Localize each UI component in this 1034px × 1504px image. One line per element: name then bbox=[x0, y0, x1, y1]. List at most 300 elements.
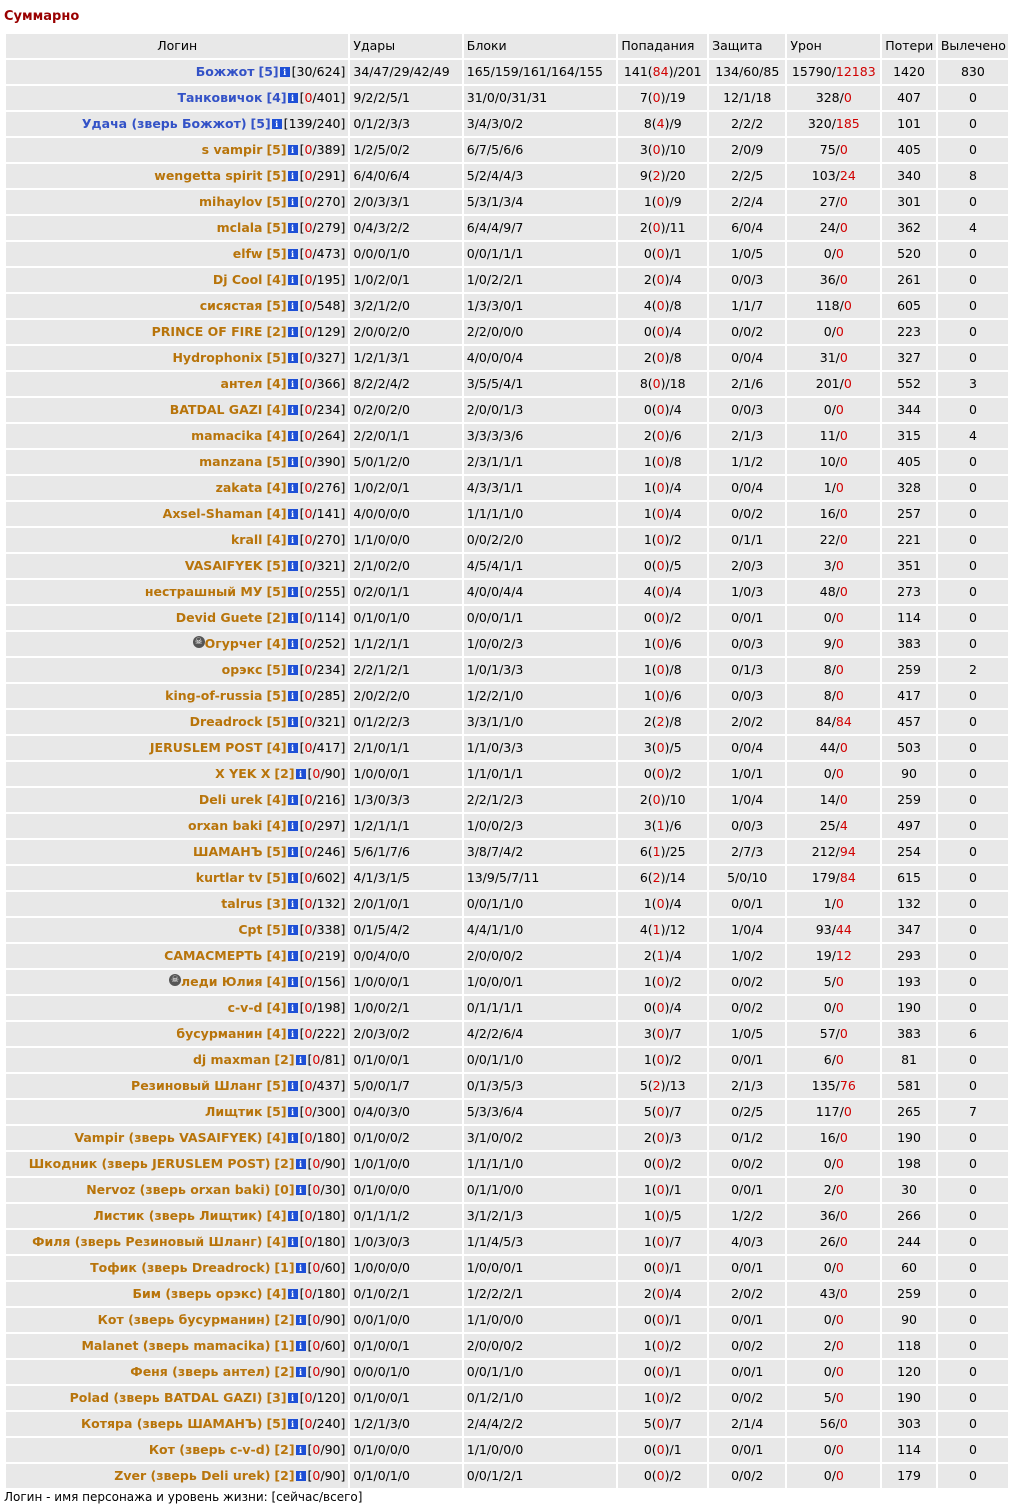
table-row bbox=[6, 450, 1008, 474]
player-level: [5] bbox=[266, 714, 287, 729]
player-name-link[interactable]: manzana bbox=[199, 454, 263, 469]
damage-crit: 0 bbox=[839, 1286, 848, 1301]
accuracy-hits: 1 bbox=[643, 532, 652, 547]
info-icon[interactable]: i bbox=[288, 249, 298, 259]
accuracy-cell: 2(0)/3 bbox=[618, 1126, 707, 1150]
accuracy-crits: 0 bbox=[656, 610, 665, 625]
hp-readout: [0/389] bbox=[299, 142, 346, 157]
info-icon[interactable]: i bbox=[288, 613, 298, 623]
blocks-cell: 3/5/5/4/1 bbox=[464, 372, 617, 396]
damage-cell: 27/0 bbox=[787, 190, 880, 214]
blocks-cell: 1/1/0/0/0 bbox=[464, 1308, 617, 1332]
hits-cell: 0/1/0/1/0 bbox=[350, 1464, 461, 1488]
info-icon[interactable]: i bbox=[288, 327, 298, 337]
damage-crit: 0 bbox=[835, 662, 844, 677]
player-level: [5] bbox=[266, 220, 287, 235]
info-icon[interactable]: i bbox=[296, 1315, 306, 1325]
info-icon[interactable]: i bbox=[288, 821, 298, 831]
info-icon[interactable]: i bbox=[288, 639, 298, 649]
player-name-link[interactable]: Vampir (зверь VASAIFYEK) bbox=[74, 1130, 263, 1145]
info-icon[interactable]: i bbox=[288, 1029, 298, 1039]
player-name-link[interactable]: PRINCE OF FIRE bbox=[151, 324, 263, 339]
damage-cell: 201/0 bbox=[787, 372, 880, 396]
hp-max: 389 bbox=[316, 142, 341, 157]
accuracy-total: 20 bbox=[669, 168, 686, 183]
accuracy-total: 4 bbox=[673, 272, 682, 287]
player-name-link[interactable]: Божжот bbox=[195, 64, 255, 79]
hp-current: 0 bbox=[304, 1130, 313, 1145]
player-name-link[interactable]: X YEK X bbox=[215, 766, 271, 781]
blocks-cell: 1/1/0/0/0 bbox=[464, 1438, 617, 1462]
accuracy-hits: 1 bbox=[643, 688, 652, 703]
damage-crit: 12183 bbox=[835, 64, 876, 79]
info-icon[interactable]: i bbox=[288, 301, 298, 311]
player-name-link[interactable]: Malanet (зверь mamacika) bbox=[81, 1338, 271, 1353]
table-row bbox=[6, 138, 1008, 162]
accuracy-hits: 0 bbox=[643, 324, 652, 339]
damage-total: 103 bbox=[811, 168, 836, 183]
damage-crit: 0 bbox=[839, 506, 848, 521]
hp-max: 417 bbox=[316, 740, 341, 755]
losses-cell: 190 bbox=[882, 1126, 936, 1150]
blocks-cell: 1/1/1/1/0 bbox=[464, 1152, 617, 1176]
accuracy-crits: 0 bbox=[656, 532, 665, 547]
table-row bbox=[6, 398, 1008, 422]
info-icon[interactable]: i bbox=[288, 275, 298, 285]
info-icon[interactable]: i bbox=[288, 951, 298, 961]
player-name-link[interactable]: Шкодник (зверь JERUSLEM POST) bbox=[28, 1156, 271, 1171]
accuracy-cell: 2(0)/10 bbox=[618, 788, 707, 812]
accuracy-hits: 2 bbox=[643, 272, 652, 287]
info-icon[interactable]: i bbox=[288, 405, 298, 415]
player-name-link[interactable]: САМАСМЕРТЬ bbox=[164, 948, 263, 963]
accuracy-hits: 7 bbox=[639, 90, 648, 105]
info-icon[interactable]: i bbox=[288, 977, 298, 987]
hp-readout: [0/180] bbox=[299, 1286, 346, 1301]
table-row bbox=[6, 580, 1008, 604]
player-name-link[interactable]: ШАМАНЪ bbox=[193, 844, 263, 859]
healed-cell: 0 bbox=[938, 1048, 1008, 1072]
info-icon[interactable]: i bbox=[288, 717, 298, 727]
losses-cell: 223 bbox=[882, 320, 936, 344]
hp-readout: [0/60] bbox=[307, 1260, 346, 1275]
player-name-link[interactable]: VASAIFYEK bbox=[184, 558, 263, 573]
player-name-link[interactable]: talrus bbox=[221, 896, 263, 911]
hp-readout: [0/195] bbox=[299, 272, 346, 287]
accuracy-total: 1 bbox=[673, 1442, 682, 1457]
player-level: [4] bbox=[266, 1234, 287, 1249]
info-icon[interactable]: i bbox=[288, 691, 298, 701]
info-icon[interactable]: i bbox=[288, 145, 298, 155]
player-name-link[interactable]: орэкс bbox=[221, 662, 263, 677]
hits-cell: 0/1/0/0/1 bbox=[350, 1386, 461, 1410]
accuracy-hits: 6 bbox=[639, 844, 648, 859]
hits-cell: 1/2/5/0/2 bbox=[350, 138, 461, 162]
hits-cell: 1/0/3/0/3 bbox=[350, 1230, 461, 1254]
player-level: [2] bbox=[274, 1156, 295, 1171]
defense-cell: 5/0/10 bbox=[709, 866, 785, 890]
player-name-link[interactable]: Лищтик bbox=[205, 1104, 263, 1119]
damage-total: 0 bbox=[823, 766, 832, 781]
table-row bbox=[6, 892, 1008, 916]
player-name-link[interactable]: Hydrophonix bbox=[172, 350, 263, 365]
info-icon[interactable]: i bbox=[288, 483, 298, 493]
player-level: [4] bbox=[266, 1026, 287, 1041]
defense-cell: 2/7/3 bbox=[709, 840, 785, 864]
accuracy-hits: 2 bbox=[639, 792, 648, 807]
player-name-link[interactable]: Dj Cool bbox=[212, 272, 263, 287]
damage-crit: 0 bbox=[835, 1364, 844, 1379]
login-cell bbox=[6, 1412, 348, 1436]
player-name-link[interactable]: Zver (зверь Deli urek) bbox=[114, 1468, 271, 1483]
info-icon[interactable]: i bbox=[288, 847, 298, 857]
accuracy-total: 4 bbox=[673, 1286, 682, 1301]
info-icon[interactable]: i bbox=[288, 925, 298, 935]
losses-cell: 457 bbox=[882, 710, 936, 734]
player-name-link[interactable]: Листик (зверь Лищтик) bbox=[93, 1208, 263, 1223]
player-level: [4] bbox=[266, 376, 287, 391]
hp-max: 401 bbox=[316, 90, 341, 105]
player-level: [5] bbox=[266, 1078, 287, 1093]
player-name-link[interactable]: wengetta spirit bbox=[154, 168, 263, 183]
damage-cell: 8/0 bbox=[787, 684, 880, 708]
info-icon[interactable]: i bbox=[288, 899, 298, 909]
blocks-cell: 1/1/0/1/1 bbox=[464, 762, 617, 786]
hp-current: 0 bbox=[304, 974, 313, 989]
defense-cell: 134/60/85 bbox=[709, 60, 785, 84]
info-icon[interactable]: i bbox=[288, 665, 298, 675]
player-name-link[interactable]: Бим (зверь орэкс) bbox=[132, 1286, 263, 1301]
player-name-link[interactable]: Огурчег bbox=[204, 636, 263, 651]
info-icon[interactable]: i bbox=[288, 1081, 298, 1091]
accuracy-crits: 0 bbox=[652, 142, 661, 157]
hits-cell: 9/2/2/5/1 bbox=[350, 86, 461, 110]
player-name-link[interactable]: Удача (зверь Божжот) bbox=[81, 116, 247, 131]
info-icon[interactable]: i bbox=[288, 561, 298, 571]
hits-cell: 0/4/0/3/0 bbox=[350, 1100, 461, 1124]
info-icon[interactable]: i bbox=[288, 431, 298, 441]
blocks-cell: 1/2/2/1/0 bbox=[464, 684, 617, 708]
player-level: [4] bbox=[266, 90, 287, 105]
damage-crit: 0 bbox=[835, 1468, 844, 1483]
losses-cell: 503 bbox=[882, 736, 936, 760]
info-icon[interactable]: i bbox=[296, 1367, 306, 1377]
hits-cell: 0/0/4/0/0 bbox=[350, 944, 461, 968]
info-icon[interactable]: i bbox=[288, 223, 298, 233]
info-icon[interactable]: i bbox=[288, 587, 298, 597]
accuracy-crits: 0 bbox=[656, 324, 665, 339]
damage-crit: 0 bbox=[839, 584, 848, 599]
player-name-link[interactable]: Nervoz (зверь orxan baki) bbox=[86, 1182, 271, 1197]
defense-cell: 1/0/5 bbox=[709, 1022, 785, 1046]
damage-total: 15790 bbox=[791, 64, 832, 79]
player-level: [4] bbox=[266, 818, 287, 833]
defense-cell: 2/2/5 bbox=[709, 164, 785, 188]
hp-readout: [0/279] bbox=[299, 220, 346, 235]
healed-cell: 0 bbox=[938, 138, 1008, 162]
hp-readout: [0/180] bbox=[299, 1130, 346, 1145]
info-icon[interactable]: i bbox=[288, 197, 298, 207]
accuracy-hits: 1 bbox=[643, 1338, 652, 1353]
damage-total: 0 bbox=[823, 1000, 832, 1015]
info-icon[interactable]: i bbox=[288, 795, 298, 805]
hp-max: 90 bbox=[324, 1156, 341, 1171]
blocks-cell: 4/0/0/0/4 bbox=[464, 346, 617, 370]
damage-total: 0 bbox=[823, 610, 832, 625]
blocks-cell: 0/1/1/0/0 bbox=[464, 1178, 617, 1202]
player-level: [2] bbox=[274, 1468, 295, 1483]
player-name-link[interactable]: Axsel-Shaman bbox=[162, 506, 263, 521]
player-name-link[interactable]: Котяра (зверь ШАМАНЪ) bbox=[80, 1416, 263, 1431]
hp-current: 0 bbox=[304, 818, 313, 833]
hits-cell: 5/0/0/1/7 bbox=[350, 1074, 461, 1098]
accuracy-crits: 2 bbox=[652, 168, 661, 183]
info-icon[interactable]: i bbox=[296, 1341, 306, 1351]
info-icon[interactable]: i bbox=[288, 353, 298, 363]
blocks-cell: 0/0/1/1/0 bbox=[464, 892, 617, 916]
login-cell bbox=[6, 268, 348, 292]
hp-max: 195 bbox=[316, 272, 341, 287]
accuracy-total: 4 bbox=[673, 948, 682, 963]
blocks-cell: 3/1/0/0/2 bbox=[464, 1126, 617, 1150]
blocks-cell: 2/2/1/2/3 bbox=[464, 788, 617, 812]
login-cell bbox=[6, 1152, 348, 1176]
login-cell bbox=[6, 346, 348, 370]
player-name-link[interactable]: orxan baki bbox=[187, 818, 263, 833]
login-cell bbox=[6, 242, 348, 266]
info-icon[interactable]: i bbox=[288, 509, 298, 519]
losses-cell: 383 bbox=[882, 632, 936, 656]
player-name-link[interactable]: zakata bbox=[215, 480, 263, 495]
info-icon[interactable]: i bbox=[296, 1159, 306, 1169]
healed-cell: 0 bbox=[938, 398, 1008, 422]
healed-cell: 0 bbox=[938, 944, 1008, 968]
damage-crit: 0 bbox=[835, 766, 844, 781]
hp-current: 0 bbox=[304, 480, 313, 495]
player-name-link[interactable]: s vampir bbox=[201, 142, 263, 157]
table-row bbox=[6, 1308, 1008, 1332]
player-name-link[interactable]: JERUSLEM POST bbox=[149, 740, 263, 755]
player-name-link[interactable]: Polad (зверь BATDAL GAZI) bbox=[69, 1390, 263, 1405]
hp-current: 0 bbox=[304, 168, 313, 183]
table-row bbox=[6, 944, 1008, 968]
player-name-link[interactable]: Филя (зверь Резиновый Шланг) bbox=[32, 1234, 263, 1249]
damage-cell: 31/0 bbox=[787, 346, 880, 370]
info-icon[interactable]: i bbox=[288, 743, 298, 753]
player-name-link[interactable]: krall bbox=[230, 532, 263, 547]
info-icon[interactable]: i bbox=[288, 1107, 298, 1117]
damage-total: 57 bbox=[819, 1026, 836, 1041]
login-cell bbox=[6, 528, 348, 552]
info-icon[interactable]: i bbox=[288, 93, 298, 103]
accuracy-hits: 0 bbox=[643, 1442, 652, 1457]
accuracy-cell: 0(0)/2 bbox=[618, 762, 707, 786]
info-icon[interactable]: i bbox=[288, 1393, 298, 1403]
hits-cell: 1/1/0/0/0 bbox=[350, 528, 461, 552]
damage-total: 44 bbox=[819, 740, 836, 755]
hits-cell: 3/2/1/2/0 bbox=[350, 294, 461, 318]
accuracy-cell: 3(0)/5 bbox=[618, 736, 707, 760]
info-icon[interactable]: i bbox=[296, 1055, 306, 1065]
info-icon[interactable]: i bbox=[296, 769, 306, 779]
player-name-link[interactable]: антел bbox=[220, 376, 263, 391]
accuracy-cell: 1(0)/5 bbox=[618, 1204, 707, 1228]
player-name-link[interactable]: нестрашный МУ bbox=[144, 584, 263, 599]
hp-current: 0 bbox=[304, 194, 313, 209]
damage-total: 5 bbox=[823, 974, 832, 989]
hp-readout: [0/90] bbox=[307, 766, 346, 781]
player-name-link[interactable]: Танковичок bbox=[177, 90, 263, 105]
info-icon[interactable]: i bbox=[280, 67, 290, 77]
player-name-link[interactable]: леди Юлия bbox=[181, 974, 263, 989]
player-name-link[interactable]: Cpt bbox=[238, 922, 263, 937]
player-name-link[interactable]: бусурманин bbox=[176, 1026, 263, 1041]
info-icon[interactable]: i bbox=[288, 1419, 298, 1429]
table-row bbox=[6, 1386, 1008, 1410]
hp-readout: [0/291] bbox=[299, 168, 346, 183]
accuracy-crits: 0 bbox=[656, 740, 665, 755]
player-name-link[interactable]: сисястая bbox=[199, 298, 263, 313]
login-cell bbox=[6, 866, 348, 890]
accuracy-total: 8 bbox=[673, 454, 682, 469]
accuracy-crits: 84 bbox=[652, 64, 669, 79]
accuracy-crits: 0 bbox=[656, 246, 665, 261]
accuracy-total: 5 bbox=[673, 1208, 682, 1223]
damage-crit: 24 bbox=[839, 168, 856, 183]
damage-total: 84 bbox=[815, 714, 832, 729]
defense-cell: 1/1/2 bbox=[709, 450, 785, 474]
table-row bbox=[6, 190, 1008, 214]
player-name-link[interactable]: Тофик (зверь Dreadrock) bbox=[90, 1260, 271, 1275]
accuracy-crits: 1 bbox=[652, 922, 661, 937]
damage-total: 328 bbox=[815, 90, 840, 105]
accuracy-total: 2 bbox=[673, 974, 682, 989]
info-icon[interactable]: i bbox=[288, 1289, 298, 1299]
player-name-link[interactable]: king-of-russia bbox=[165, 688, 263, 703]
info-icon[interactable]: i bbox=[288, 457, 298, 467]
accuracy-hits: 9 bbox=[639, 168, 648, 183]
healed-cell: 8 bbox=[938, 164, 1008, 188]
info-icon[interactable]: i bbox=[296, 1445, 306, 1455]
accuracy-cell: 0(0)/1 bbox=[618, 1308, 707, 1332]
player-name-link[interactable]: Феня (зверь антел) bbox=[130, 1364, 271, 1379]
defense-cell: 0/0/3 bbox=[709, 814, 785, 838]
hp-current: 0 bbox=[304, 870, 313, 885]
table-row bbox=[6, 632, 1008, 656]
hits-cell: 0/1/0/0/1 bbox=[350, 1048, 461, 1072]
accuracy-total: 1 bbox=[673, 1364, 682, 1379]
player-name-link[interactable]: mihaylov bbox=[199, 194, 263, 209]
damage-crit: 0 bbox=[835, 896, 844, 911]
accuracy-crits: 0 bbox=[656, 1234, 665, 1249]
hp-max: 321 bbox=[316, 714, 341, 729]
player-name-link[interactable]: BATDAL GAZI bbox=[169, 402, 263, 417]
player-name-link[interactable]: dj maxman bbox=[192, 1052, 271, 1067]
damage-crit: 94 bbox=[839, 844, 856, 859]
info-icon[interactable]: i bbox=[296, 1471, 306, 1481]
hp-current: 0 bbox=[312, 1182, 321, 1197]
info-icon[interactable]: i bbox=[288, 873, 298, 883]
hp-max: 60 bbox=[324, 1260, 341, 1275]
accuracy-hits: 4 bbox=[643, 584, 652, 599]
login-cell bbox=[6, 762, 348, 786]
player-level: [2] bbox=[274, 1364, 295, 1379]
healed-cell: 830 bbox=[938, 60, 1008, 84]
player-name-link[interactable]: Кот (зверь бусурманин) bbox=[97, 1312, 271, 1327]
hp-max: 81 bbox=[324, 1052, 341, 1067]
info-icon[interactable]: i bbox=[288, 1133, 298, 1143]
damage-total: 24 bbox=[819, 220, 836, 235]
player-name-link[interactable]: mclala bbox=[216, 220, 263, 235]
damage-cell: 16/0 bbox=[787, 1126, 880, 1150]
accuracy-hits: 0 bbox=[643, 1260, 652, 1275]
accuracy-crits: 0 bbox=[656, 1312, 665, 1327]
player-name-link[interactable]: Dreadrock bbox=[189, 714, 263, 729]
info-icon[interactable]: i bbox=[288, 1211, 298, 1221]
damage-cell: 24/0 bbox=[787, 216, 880, 240]
hp-readout: [0/90] bbox=[307, 1468, 346, 1483]
accuracy-crits: 0 bbox=[656, 1260, 665, 1275]
defense-cell: 1/0/4 bbox=[709, 788, 785, 812]
hp-readout: [0/285] bbox=[299, 688, 346, 703]
player-name-link[interactable]: Кот (зверь c-v-d) bbox=[148, 1442, 271, 1457]
accuracy-cell: 1(0)/2 bbox=[618, 1048, 707, 1072]
player-name-link[interactable]: c-v-d bbox=[227, 1000, 263, 1015]
player-name-link[interactable]: kurtlar tv bbox=[195, 870, 263, 885]
player-name-link[interactable]: mamacika bbox=[191, 428, 263, 443]
info-icon[interactable]: i bbox=[288, 379, 298, 389]
player-name-link[interactable]: Резиновый Шланг bbox=[131, 1078, 263, 1093]
defense-cell: 0/0/1 bbox=[709, 1048, 785, 1072]
player-name-link[interactable]: Devid Guete bbox=[175, 610, 263, 625]
info-icon[interactable]: i bbox=[288, 1237, 298, 1247]
hp-readout: [0/473] bbox=[299, 246, 346, 261]
player-level: [4] bbox=[266, 428, 287, 443]
damage-crit: 0 bbox=[835, 688, 844, 703]
healed-cell: 0 bbox=[938, 996, 1008, 1020]
player-level: [4] bbox=[266, 506, 287, 521]
accuracy-total: 8 bbox=[673, 298, 682, 313]
hp-readout: [0/90] bbox=[307, 1442, 346, 1457]
accuracy-crits: 0 bbox=[656, 1416, 665, 1431]
hp-max: 90 bbox=[324, 1468, 341, 1483]
info-icon[interactable]: i bbox=[288, 535, 298, 545]
blocks-cell: 4/0/0/4/4 bbox=[464, 580, 617, 604]
losses-cell: 101 bbox=[882, 112, 936, 136]
hits-cell: 0/0/0/1/0 bbox=[350, 242, 461, 266]
hp-readout: [0/252] bbox=[299, 636, 346, 651]
damage-cell: 212/94 bbox=[787, 840, 880, 864]
hp-current: 0 bbox=[304, 922, 313, 937]
player-name-link[interactable]: elfw bbox=[232, 246, 263, 261]
info-icon[interactable]: i bbox=[288, 1003, 298, 1013]
hits-cell: 2/0/3/3/1 bbox=[350, 190, 461, 214]
hits-cell: 2/0/1/0/1 bbox=[350, 892, 461, 916]
player-name-link[interactable]: Deli urek bbox=[198, 792, 263, 807]
damage-total: 0 bbox=[823, 1260, 832, 1275]
hp-readout: [0/327] bbox=[299, 350, 346, 365]
damage-total: 0 bbox=[823, 1312, 832, 1327]
accuracy-hits: 1 bbox=[643, 1390, 652, 1405]
accuracy-crits: 0 bbox=[656, 558, 665, 573]
info-icon[interactable]: i bbox=[296, 1185, 306, 1195]
hits-cell: 4/0/0/0/0 bbox=[350, 502, 461, 526]
healed-cell: 0 bbox=[938, 1230, 1008, 1254]
info-icon[interactable]: i bbox=[296, 1263, 306, 1273]
info-icon[interactable]: i bbox=[288, 171, 298, 181]
info-icon[interactable]: i bbox=[272, 119, 282, 129]
losses-cell: 293 bbox=[882, 944, 936, 968]
